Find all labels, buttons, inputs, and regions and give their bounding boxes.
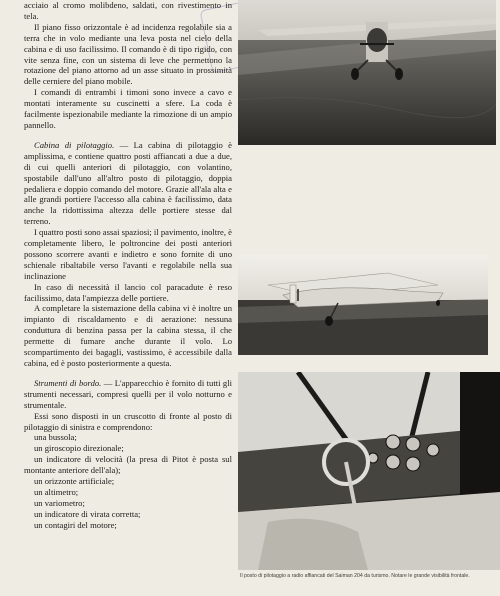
- photo-aircraft-side: [238, 255, 488, 355]
- photo-cockpit: [238, 372, 500, 570]
- paragraph-controls: I comandi di entrambi i timoni sono invece a cavo e montati interamente su cuscinetti a sfere. La coda è facilmente ispezionabile mediante la rimozione di un ampio pannello.: [24, 87, 232, 130]
- section-instruments: [24, 378, 232, 411]
- list-item: un contagiri del motore;: [34, 519, 117, 530]
- list-item: un altimetro;: [34, 486, 79, 497]
- section-cabin-title: Cabina di pilotaggio.: [34, 139, 115, 150]
- paragraph-heating: A completare la sistemazione della cabina vi è inoltre un impianto di riscaldamento e di aerazione: nessuna conduttura di benzina passa per la cabina stessa, il che permette di fumare anche durante il volo. Lo scompartimento dei bagagli, vastissimo, è accessibile dalla cabina, ed è posto posteriormente a questa.: [24, 303, 232, 368]
- section-cabin: [24, 140, 232, 227]
- section-instruments-text: — L'apparecchio è fornito di tutti gli strumenti necessari, compresi quelli per il volo notturno e strumentale.: [24, 377, 233, 410]
- photo-caption: Il posto di pilotaggio a radio affiancati del Saiman 204 da turismo. Notare le grande visibilità frontale.: [240, 573, 470, 579]
- paragraph-instrument-intro: Essi sono disposti in un cruscotto di fronte al posto di pilotaggio di sinistra e comprendono:: [24, 410, 232, 432]
- list-item: un orizzonte artificiale;: [34, 476, 115, 487]
- section-instruments-title: Strumenti di bordo.: [34, 377, 102, 388]
- section-cabin-text: — La cabina di pilotaggio è amplissima, e contiene quattro posti affiancati a due a due, di cui quelli anteriori di pilotaggio, con volantino, spostabile dall'uno all'altro posto di pilotaggio, doppia pedaliera e doppio comando del motore. Grazie all'ala alta e alle grandi portiere l'accesso alla cabina è facilissimo, data anche la ridottissima altezza delle portiere stesse dal terreno.: [24, 139, 232, 227]
- paragraph-tailplane: Il piano fisso orizzontale è ad incidenza regolabile sia a terra che in volo mediante una leva posta nel cielo della cabina e di uso facilissimo. Il comando è di tipo rigido, con vite senza fine, con un sistema di leve che permettono la rotazione del piano attorno ad un asse situato in prossimità delle cerniere del piano mobile.: [24, 21, 232, 87]
- list-item: un indicatore di velocità (la presa di Pitot è posta sul montante anteriore dell'ala);: [24, 454, 232, 476]
- photo-aircraft-front: [238, 0, 496, 145]
- list-item: una bussola;: [34, 432, 77, 443]
- text-column: [24, 0, 232, 531]
- list-item: un indicatore di virata corretta;: [34, 508, 141, 519]
- paragraph-seats: I quattro posti sono assai spaziosi; il pavimento, inoltre, è completamente libero, le poltroncine dei posti anteriori possono scorrere avanti e indietro e sono fornite di uno schienale ribaltabile verso l'avanti e regolabile nella sua inclinazione: [24, 227, 232, 281]
- paragraph-structure: acciaio al cromo molibdeno, saldati, con rivestimento in tela.: [24, 0, 232, 21]
- list-item: un variometro;: [34, 497, 85, 508]
- paragraph-parachute: In caso di necessità il lancio col paracadute è reso facilissimo, data l'ampiezza delle portiere.: [24, 281, 232, 303]
- list-item: un giroscopio direzionale;: [34, 443, 124, 454]
- instrument-list: [24, 432, 232, 530]
